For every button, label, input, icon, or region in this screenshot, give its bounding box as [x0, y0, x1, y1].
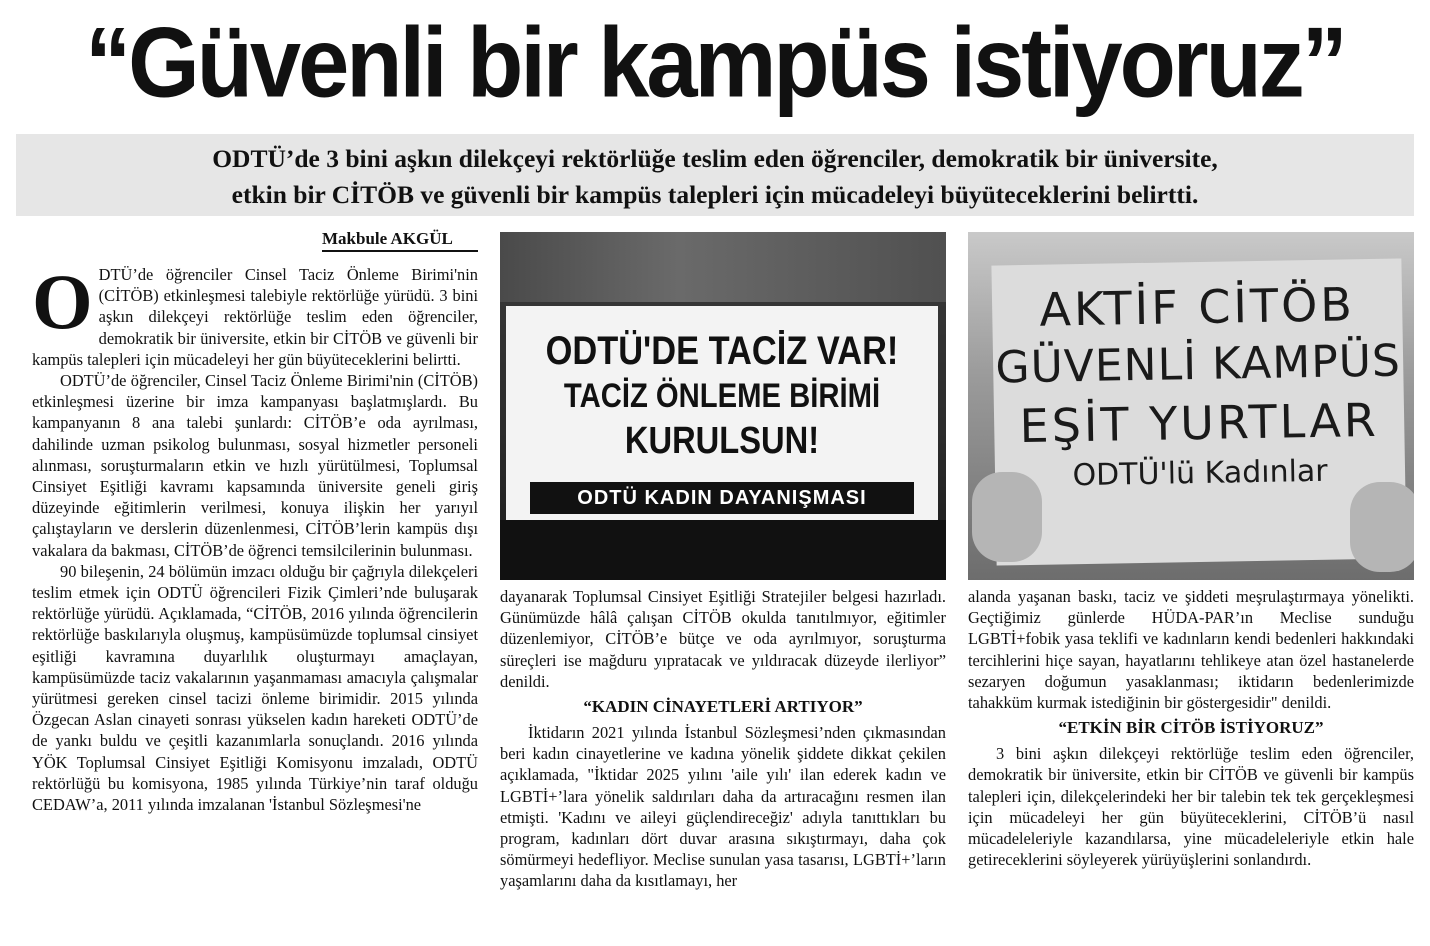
- handwritten-sign: [991, 258, 1406, 565]
- article-column-1: [32, 258, 478, 815]
- paragraph: İktidarın 2021 yılında İstanbul Sözleşmesi’nden çıkmasından beri kadın cinayetlerine ve kadına yönelik şiddete dikkat çekilen açıklamada, "İktidar 2025 yılını 'aile yılı' ilan ederek kadın ve LGBTİ+’lara yönelik saldırıları daha da artıracağını resmen ilan etmişti. 'Kadını ve aileyi güçlendireceğiz' adıyla tanıttıkları bu program, kadınları dört duvar arasına sıkıştırmayı, daha çok sömürmeyi hedefliyor. Meclise sunulan yasa tasarısı, LGBTİ+’ların yaşamlarını daha da kısıtlamayı, her: [500, 723, 946, 891]
- article-column-3: [968, 586, 1414, 870]
- article-column-2: [500, 586, 946, 892]
- byline: Makbule AKGÜL: [322, 228, 478, 252]
- banner-line-1: ODTÜ'DE TACİZ VAR!: [545, 329, 899, 373]
- banner-line-2: TACİZ ÖNLEME BİRİMİ: [563, 377, 881, 415]
- paragraph: dayanarak Toplumsal Cinsiyet Eşitliği Stratejiler belgesi hazırladı. Günümüzde hâlâ çalışan CİTÖB okulda tanıtılmıyor, eğitimler düzenlemiyor, CİTÖB’e bütçe ve oda ayrılmıyor, soruşturma süreçleri ise mağduru yıpratacak ve yıldıracak düzeyde ilerliyor” denildi.: [500, 587, 946, 691]
- sign-line-1: AKTİF CİTÖB: [1039, 277, 1356, 337]
- hand-left: [972, 472, 1042, 562]
- photo-ground: [500, 520, 946, 580]
- banner-line-3: KURULSUN!: [624, 420, 820, 462]
- banner: [506, 306, 938, 524]
- headline: “Güvenli bir kampüs istiyoruz”: [85, 7, 1345, 119]
- paragraph: DTÜ’de öğrenciler Cinsel Taciz Önleme Birimi'nin (CİTÖB) etkinleşmesi talebiyle rektörlüğe yürüdü. 3 bini aşkın dilekçeyi rektörlüğe teslim eden öğrenciler, demokratik bir üniversite, etkin bir CİTÖB ve güvenli bir kampüs talepleri için mücadeleyi her gün büyüteceklerini belirtti.: [32, 265, 478, 369]
- subheading: “KADIN CİNAYETLERİ ARTIYOR”: [583, 697, 863, 717]
- sign-line-4: ODTÜ'lü Kadınlar: [1072, 453, 1328, 494]
- protest-banner-photo: [500, 232, 946, 580]
- paragraph: alanda yaşanan baskı, taciz ve şiddeti meşrulaştırmaya yönelikti. Geçtiğimiz günlerde HÜDA-PAR’ın Meclise sunduğu LGBTİ+fobik yasa teklifi ve kadınların kendi bedenleri hakkındaki tercihlerini hiçe sayan, hayatlarını tehlikeye atan özel hastanelerde sezaryen doğumun yasaklanması; iktidarın bedenlerimizde tahakküm kurmak istediğinin bir göstergesidir" denildi.: [968, 587, 1414, 713]
- sign-line-3: EŞİT YURTLAR: [1019, 392, 1380, 454]
- hand-right: [1350, 482, 1414, 572]
- deck: [16, 134, 1414, 216]
- banner-footer: ODTÜ KADIN DAYANIŞMASI: [530, 482, 914, 514]
- drop-cap: O: [32, 258, 93, 345]
- paragraph: ODTÜ’de öğrenciler, Cinsel Taciz Önleme Birimi'nin (CİTÖB) etkinleşmesi üzerine bir imza kampanyası başlatmışlardı. Bu kampanyanın 8 ana talebi şunlardı: CİTÖB’e oda ayrılması, dahilinde uzman psikolog bulunması, sosyal hizmetler personeli alınması, soruşturmaların etkin ve hızlı yürütülmesi, Toplumsal Cinsiyet Eşitliği kavramı kapsamında üniversite geneli giriş düzeyinde eğitimlerin verilmesi, konuya ilişkin her yarıyıl çalıştayların ve derslerin düzenlenmesi, CİTÖB’lerin kampüs dışı vakalara da bakması, CİTÖB’de öğrenci temsilcilerinin bulunması.: [32, 371, 478, 560]
- paragraph: 90 bileşenin, 24 bölümün imzacı olduğu bir çağrıyla dilekçeleri teslim etmek için ODTÜ öğrencileri Fizik Çimleri’nde buluşarak rektörlüğe yürüdü. Açıklamada, “CİTÖB, 2016 yılında öğrencilerin rektörlüğe baskılarıyla oluşmuş, kampüsümüzde toplumsal cinsiyet eşitliği kavramına duyarlılık oluşturmayı amaçlayan, kampüsümüzde taciz vakalarının yaşanmaması amacıyla çalışmalar yürütmesi gereken cinsel tacizi önleme birimidir. 2015 yılında Özgecan Aslan cinayeti sonrası yükselen kadın hareketi ODTÜ’de de yankı buldu ve çeşitli kazanımlarla sonuçlandı. 2016 yılında YÖK Toplumsal Cinsiyet Eşitliği Komisyonu imzaladı, ODTÜ rektörlüğü bu komisyona, 1985 yılında Türkiye’nin taraf olduğu CEDAW’a, 2011 yılında imzalanan 'İstanbul Sözleşmesi'ne: [32, 561, 478, 815]
- deck-line-1: ODTÜ’de 3 bini aşkın dilekçeyi rektörlüğe teslim eden öğrenciler, demokratik bir üniversite,: [212, 144, 1218, 173]
- protest-sign-photo: [968, 232, 1414, 580]
- sign-line-2: GÜVENLİ KAMPÜS: [995, 335, 1402, 394]
- deck-line-2: etkin bir CİTÖB ve güvenli bir kampüs talepleri için mücadeleyi büyüteceklerini belirtti.: [231, 180, 1199, 209]
- paragraph: 3 bini aşkın dilekçeyi rektörlüğe teslim eden öğrenciler, demokratik bir üniversite, etkin bir CİTÖB ve güvenli bir kampüs talepleri için, dilekçelerindeki her bir talebin tek tek gerçekleşmesi için mücadeleyi her gün büyüteceklerini, CİTÖB’ü nasıl mücadeleleriyle kazandılarsa, yine mücadeleleriyle etkin hale getireceklerini söyleyerek yürüyüşlerini sonlandırdı.: [968, 744, 1414, 870]
- photo-background: [500, 232, 946, 302]
- subheading: “ETKİN BİR CİTÖB İSTİYORUZ”: [1058, 718, 1324, 738]
